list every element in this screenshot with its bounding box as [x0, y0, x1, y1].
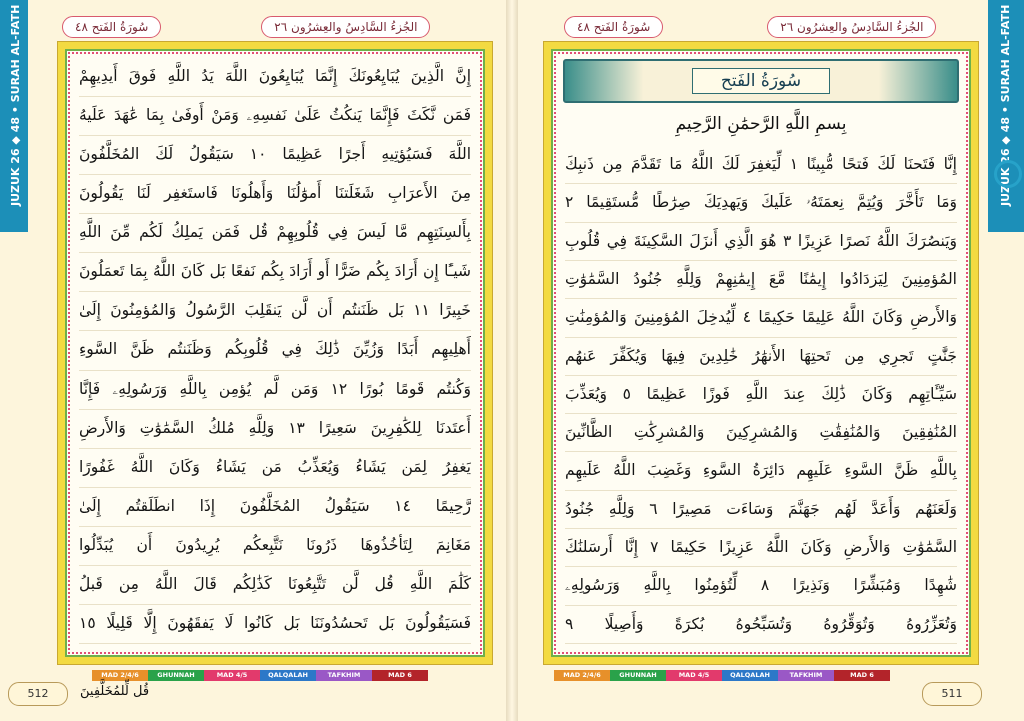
legend-item: QALQALAH — [260, 670, 316, 681]
right-side-tab — [988, 0, 1024, 721]
legend-item: GHUNNAH — [148, 670, 204, 681]
left-side-tab-label: JUZUK 26 ◆ 48 • SURAH AL-FATH — [9, 4, 22, 206]
right-header — [564, 16, 936, 38]
left-header — [62, 16, 430, 38]
ayah-line: سَيِّـَٔاتِهِم وَكَانَ ذَٰلِكَ عِندَ اللَّهِ فَوزًا عَظِيمًا ٥ وَيُعَذِّبَ — [565, 375, 957, 414]
left-side-tab — [0, 0, 22, 721]
ayah-line: المُنَٰفِقِينَ وَالمُنَٰفِقَٰتِ وَالمُشرِكِينَ وَالمُشرِكَٰتِ الظَّانِّينَ — [565, 413, 957, 452]
ayah-line: إِنَّا فَتَحنَا لَكَ فَتحًا مُّبِينًا ١ لِّيَغفِرَ لَكَ اللَّهُ مَا تَقَدَّمَ مِن ذَنبِكَ — [565, 145, 957, 184]
ayah-line: فَسَيَقُولُونَ بَل تَحسُدُونَنَا بَل كَانُوا لَا يَفقَهُونَ إِلَّا قَلِيلًا ١٥ — [79, 604, 471, 644]
ayah-line: رَّحِيمًا ١٤ سَيَقُولُ المُخَلَّفُونَ إِذَا انطَلَقتُم إِلَىٰ — [79, 487, 471, 527]
swirl-ornament-icon — [994, 160, 1022, 188]
ayah-line: جَنَّٰتٍ تَجرِي مِن تَحتِهَا الأَنهَٰرُ خَٰلِدِينَ فِيهَا وَيُكَفِّرَ عَنهُم — [565, 337, 957, 376]
legend-item: MAD 6 — [834, 670, 890, 681]
surah-title-banner — [563, 59, 959, 103]
legend-item: MAD 4/5 — [666, 670, 722, 681]
ayah-line: مِنَ الأَعرَابِ شَغَلَتنَا أَموَٰلُنَا وَأَهلُونَا فَاستَغفِر لَنَا يَقُولُونَ — [79, 174, 471, 214]
left-side-tab-band — [0, 0, 28, 232]
ayah-line: فَمَن نَّكَثَ فَإِنَّمَا يَنكُثُ عَلَىٰ نَفسِهِۦ وَمَنْ أَوفَىٰ بِمَا عَٰهَدَ عَلَيهُ — [79, 96, 471, 136]
ayah-line: وَكُنتُم قَومًا بُورًا ١٢ وَمَن لَّم يُؤمِن بِاللَّهِ وَرَسُولِهِۦ فَإِنَّا — [79, 370, 471, 410]
legend-item: GHUNNAH — [610, 670, 666, 681]
ayah-line: بِأَلسِنَتِهِم مَّا لَيسَ فِي قُلُوبِهِمْ قُل فَمَن يَملِكُ لَكُم مِّنَ اللَّهِ — [79, 213, 471, 253]
ayah-line: أَهلِيهِم أَبَدًا وَزُيِّنَ ذَٰلِكَ فِي قُلُوبِكُم وَظَنَنتُم ظَنَّ السَّوءِ — [79, 330, 471, 370]
legend-item: MAD 2/4/6 — [554, 670, 610, 681]
right-header-juz: الجُزءُ السَّادِسُ والعِشرُون ٢٦ — [767, 16, 936, 38]
legend-item: MAD 6 — [372, 670, 428, 681]
legend-item: TAFKHIM — [778, 670, 834, 681]
catchword: قُل لِّلمُخَلَّفِينَ — [80, 684, 150, 699]
ayah-line: كَلَٰمَ اللَّهِ قُل لَّن تَتَّبِعُونَا كَذَٰلِكُم قَالَ اللَّهُ مِن قَبلُ — [79, 565, 471, 605]
surah-title: سُورَةُ الفَتح — [692, 68, 830, 94]
ayah-line: وَمَا تَأَخَّرَ وَيُتِمَّ نِعمَتَهُۥ عَلَيكَ وَيَهدِيَكَ صِرَٰطًا مُّستَقِيمًا ٢ — [565, 183, 957, 222]
page-512 — [0, 0, 506, 721]
ayah-line: مَغَانِمَ لِتَأخُذُوهَا ذَرُونَا نَتَّبِعكُم يُرِيدُونَ أَن يُبَدِّلُوا — [79, 526, 471, 566]
ayah-line: وَلَعَنَهُم وَأَعَدَّ لَهُم جَهَنَّمَ وَسَاءَت مَصِيرًا ٦ وَلِلَّهِ جُنُودُ — [565, 490, 957, 529]
ayah-line: شَٰهِدًا وَمُبَشِّرًا وَنَذِيرًا ٨ لِّتُؤمِنُوا بِاللَّهِ وَرَسُولِهِۦ — [565, 566, 957, 605]
legend-item: TAFKHIM — [316, 670, 372, 681]
ayah-line: اللَّهَ فَسَيُؤتِيهِ أَجرًا عَظِيمًا ١٠ سَيَقُولُ لَكَ المُخَلَّفُونَ — [79, 135, 471, 175]
legend-item: MAD 4/5 — [204, 670, 260, 681]
ayah-line: إِنَّ الَّذِينَ يُبَايِعُونَكَ إِنَّمَا يُبَايِعُونَ اللَّهَ يَدُ اللَّهِ فَوقَ أَيدِيهِمْ — [79, 57, 471, 97]
page-511 — [518, 0, 988, 721]
ayah-line: وَيَنصُرَكَ اللَّهُ نَصرًا عَزِيزًا ٣ هُوَ الَّذِي أَنزَلَ السَّكِينَةَ فِي قُلُوبِ — [565, 222, 957, 261]
page-number-left: 512 — [8, 682, 68, 706]
page-number-right: 511 — [922, 682, 982, 706]
right-side-tab-label: JUZUK 26 ◆ 48 • SURAH AL-FATH — [999, 4, 1012, 206]
right-header-surah: سُورَةُ الفَتح ٤٨ — [564, 16, 663, 38]
book-gutter — [506, 0, 518, 721]
right-tajweed-legend — [554, 670, 890, 681]
left-tajweed-legend — [92, 670, 428, 681]
left-header-juz: الجُزءُ السَّادِسُ والعِشرُون ٢٦ — [261, 16, 430, 38]
left-header-surah: سُورَةُ الفَتح ٤٨ — [62, 16, 161, 38]
ayah-line: المُؤمِنِينَ لِيَزدَادُوا إِيمَٰنًا مَّعَ إِيمَٰنِهِمْ وَلِلَّهِ جُنُودُ السَّمَٰوَٰتِ — [565, 260, 957, 299]
ayah-line: خَبِيرًا ١١ بَل ظَنَنتُم أَن لَّن يَنقَلِبَ الرَّسُولُ وَالمُؤمِنُونَ إِلَىٰ — [79, 291, 471, 331]
basmala: بِسمِ اللَّهِ الرَّحمَٰنِ الرَّحِيمِ — [675, 114, 847, 134]
ayah-line: شَيـًٔا إِن أَرَادَ بِكُم ضَرًّا أَو أَرَادَ بِكُم نَفعًا بَل كَانَ اللَّهُ بِمَا تَعمَلُونَ — [79, 252, 471, 292]
legend-item: QALQALAH — [722, 670, 778, 681]
ayah-line: وَتُعَزِّرُوهُ وَتُوَقِّرُوهُ وَتُسَبِّحُوهُ بُكرَةً وَأَصِيلًا ٩ — [565, 605, 957, 644]
ayah-line: وَالأَرضِ وَكَانَ اللَّهُ عَلِيمًا حَكِيمًا ٤ لِّيُدخِلَ المُؤمِنِينَ وَالمُؤمِنَٰتِ — [565, 298, 957, 337]
legend-item: MAD 2/4/6 — [92, 670, 148, 681]
ayah-line: يَغفِرُ لِمَن يَشَاءُ وَيُعَذِّبُ مَن يَشَاءُ وَكَانَ اللَّهُ غَفُورًا — [79, 448, 471, 488]
ayah-line: السَّمَٰوَٰتِ وَالأَرضِ وَكَانَ اللَّهُ عَزِيزًا حَكِيمًا ٧ إِنَّا أَرسَلنَٰكَ — [565, 528, 957, 567]
left-text-frame — [58, 42, 492, 664]
ayah-line: أَعتَدنَا لِلكَٰفِرِينَ سَعِيرًا ١٣ وَلِلَّهِ مُلكُ السَّمَٰوَٰتِ وَالأَرضِ — [79, 409, 471, 449]
right-side-tab-band — [988, 0, 1024, 232]
right-text-frame — [544, 42, 978, 664]
ayah-line: بِاللَّهِ ظَنَّ السَّوءِ عَلَيهِم دَائِرَةُ السَّوءِ وَغَضِبَ اللَّهُ عَلَيهِم — [565, 451, 957, 490]
